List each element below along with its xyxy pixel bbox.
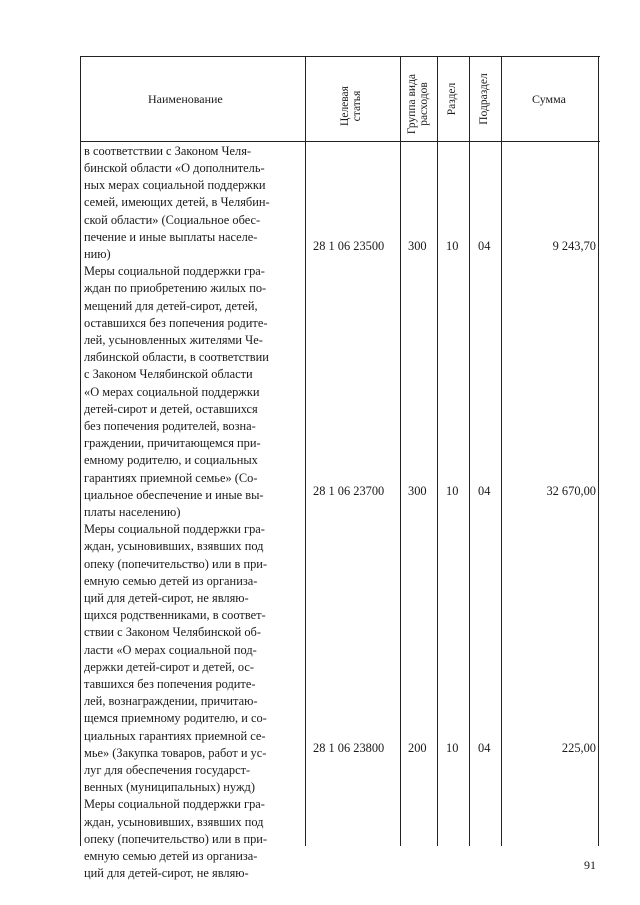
text-line: циальное обеспечение и иные вы- <box>84 488 264 502</box>
header-group-line1: Группа вида <box>406 73 418 135</box>
header-name: Наименование <box>148 92 223 106</box>
text-line: лей, вознаграждении, причитаю- <box>84 694 258 708</box>
column-divider <box>305 56 306 846</box>
table-top-border <box>80 56 600 57</box>
text-line: оставшихся без попечения родите- <box>84 316 268 330</box>
text-line: ций для детей-сирот, не являю- <box>84 591 249 605</box>
text-line: без попечения родителей, возна- <box>84 419 256 433</box>
target-article-cell: 28 1 06 23700 <box>313 484 385 498</box>
text-line: ждан по приобретению жилых по- <box>84 281 267 295</box>
text-line: печение и иные выплаты населе- <box>84 230 258 244</box>
text-line: опеку (попечительство) или в при- <box>84 557 268 571</box>
text-line: ствии с Законом Челябинской об- <box>84 625 261 639</box>
text-line: луг для обеспечения государст- <box>84 763 251 777</box>
text-line: граждении, причитающемся при- <box>84 436 261 450</box>
text-line: Меры социальной поддержки гра- <box>84 797 265 811</box>
text-line: емную семью детей из организа- <box>84 574 258 588</box>
text-line: «О мерах социальной поддержки <box>84 385 260 399</box>
subsection-cell: 04 <box>478 484 491 498</box>
text-line: щихся родственниками, в соответ- <box>84 608 266 622</box>
header-bottom-border <box>80 141 600 142</box>
text-line: емному родителю, и социальных <box>84 453 258 467</box>
text-line: платы населению) <box>84 505 181 519</box>
text-line: в соответствии с Законом Челя- <box>84 144 252 158</box>
header-target-article <box>339 71 367 141</box>
subsection-cell: 04 <box>478 239 491 253</box>
text-line: опеку (попечительство) или в при- <box>84 832 268 846</box>
header-expense-group <box>406 64 432 144</box>
section-cell: 10 <box>446 484 459 498</box>
expense-group-cell: 300 <box>408 239 427 253</box>
expense-group-cell: 200 <box>408 741 427 755</box>
text-line: тавшихся без попечения родите- <box>84 677 256 691</box>
text-line: емную семью детей из организа- <box>84 849 258 863</box>
table-left-border <box>80 56 81 846</box>
text-line: ласти «О мерах социальной под- <box>84 643 257 657</box>
header-subsection: Подраздел <box>478 73 490 125</box>
column-divider <box>469 56 470 846</box>
text-line: лябинской области, в соответствии <box>84 350 269 364</box>
header-target-line2: статья <box>351 90 363 122</box>
text-line: держки детей-сирот и детей, ос- <box>84 660 255 674</box>
header-group-line2: расходов <box>418 82 430 126</box>
column-divider <box>437 56 438 846</box>
text-line: венных (муниципальных) нужд) <box>84 780 255 794</box>
text-line: мещений для детей-сирот, детей, <box>84 299 258 313</box>
text-line: бинской области «О дополнитель- <box>84 161 265 175</box>
text-line: лей, усыновленных жителями Че- <box>84 333 263 347</box>
page-number: 91 <box>584 858 596 872</box>
table-right-border <box>598 56 599 846</box>
text-line: нию) <box>84 247 111 261</box>
expense-group-cell: 300 <box>408 484 427 498</box>
column-divider <box>400 56 401 846</box>
text-line: с Законом Челябинской области <box>84 367 253 381</box>
text-line: щемся приемному родителю, и со- <box>84 711 267 725</box>
column-divider <box>501 56 502 846</box>
target-article-cell: 28 1 06 23800 <box>313 741 385 755</box>
subsection-cell: 04 <box>478 741 491 755</box>
text-line: семей, имеющих детей, в Челябин- <box>84 195 270 209</box>
text-line: ждан, усыновивших, взявших под <box>84 539 264 553</box>
text-line: Меры социальной поддержки гра- <box>84 264 265 278</box>
sum-cell: 32 670,00 <box>546 484 596 498</box>
sum-cell: 225,00 <box>561 741 596 755</box>
header-section: Раздел <box>446 82 458 116</box>
text-line: ждан, усыновивших, взявших под <box>84 815 264 829</box>
section-cell: 10 <box>446 239 459 253</box>
text-line: циальных гарантиях приемной се- <box>84 729 266 743</box>
text-line: мье» (Закупка товаров, работ и ус- <box>84 746 267 760</box>
text-line: ных мерах социальной поддержки <box>84 178 266 192</box>
text-line: гарантиях приемной семье» (Со- <box>84 471 258 485</box>
header-sum: Сумма <box>532 92 566 106</box>
target-article-cell: 28 1 06 23500 <box>313 239 385 253</box>
text-line: ций для детей-сирот, не являю- <box>84 866 249 880</box>
sum-cell: 9 243,70 <box>552 239 596 253</box>
section-cell: 10 <box>446 741 459 755</box>
header-target-line1: Целевая <box>339 86 351 126</box>
text-line: детей-сирот и детей, оставшихся <box>84 402 258 416</box>
text-line: Меры социальной поддержки гра- <box>84 522 265 536</box>
text-line: ской области» (Социальное обес- <box>84 213 261 227</box>
